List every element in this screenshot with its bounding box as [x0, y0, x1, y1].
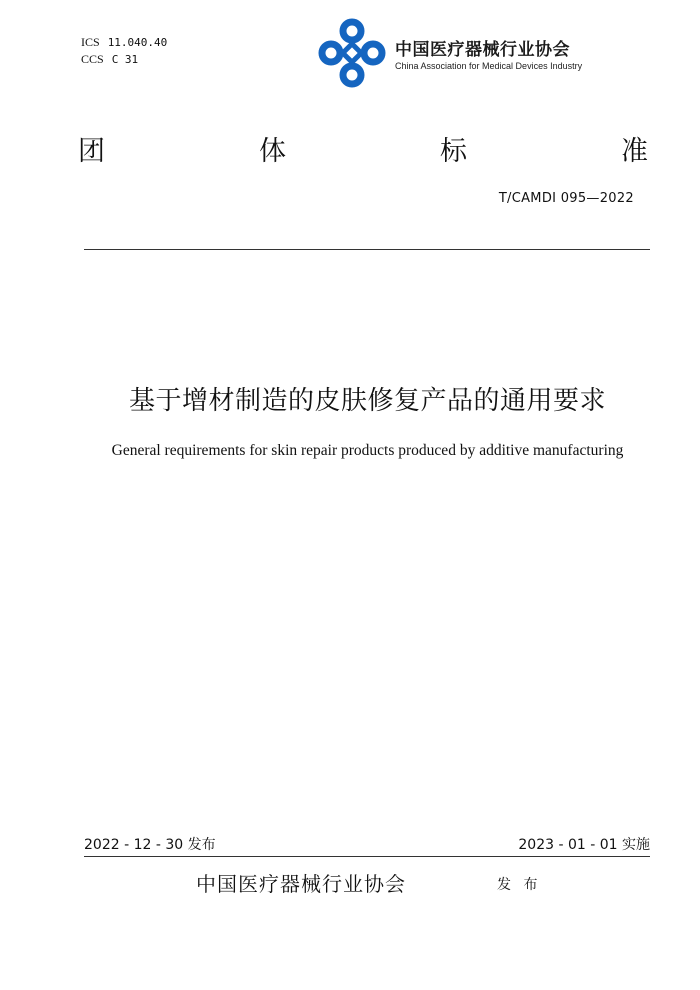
- standard-number: T/CAMDI 095—2022: [498, 191, 634, 206]
- publish-label: 发 布: [497, 877, 542, 893]
- org-logo-text: [395, 40, 582, 72]
- document-title-cn: 基于增材制造的皮肤修复产品的通用要求: [128, 386, 606, 416]
- effective-date: 2023 - 01 - 01 实施: [518, 837, 650, 853]
- org-name-cn: 中国医疗器械行业协会: [395, 40, 570, 60]
- bottom-divider: [84, 856, 650, 857]
- document-title-en: General requirements for skin repair products produced by additive manufacturing: [111, 442, 624, 459]
- standard-type-char: 体: [259, 136, 286, 167]
- ccs-label: CCS: [81, 52, 104, 66]
- ccs-row: [81, 51, 167, 68]
- publisher-name: 中国医疗器械行业协会: [196, 872, 406, 896]
- top-divider: [84, 249, 650, 250]
- release-date: 2022 - 12 - 30 发布: [84, 837, 216, 853]
- ccs-value: C 31: [111, 53, 139, 66]
- ics-row: [81, 34, 167, 51]
- standard-type-char: 准: [621, 136, 648, 167]
- standard-type-char: 标: [440, 136, 467, 167]
- chinese-knot-logo-icon: [318, 18, 386, 88]
- standard-type: [78, 134, 648, 170]
- standard-type-char: 团: [78, 136, 105, 167]
- ics-value: 11.040.40: [107, 36, 168, 49]
- ics-label: ICS: [81, 35, 100, 49]
- classification-codes: [81, 34, 167, 68]
- org-name-en: China Association for Medical Devices Industry: [395, 61, 583, 71]
